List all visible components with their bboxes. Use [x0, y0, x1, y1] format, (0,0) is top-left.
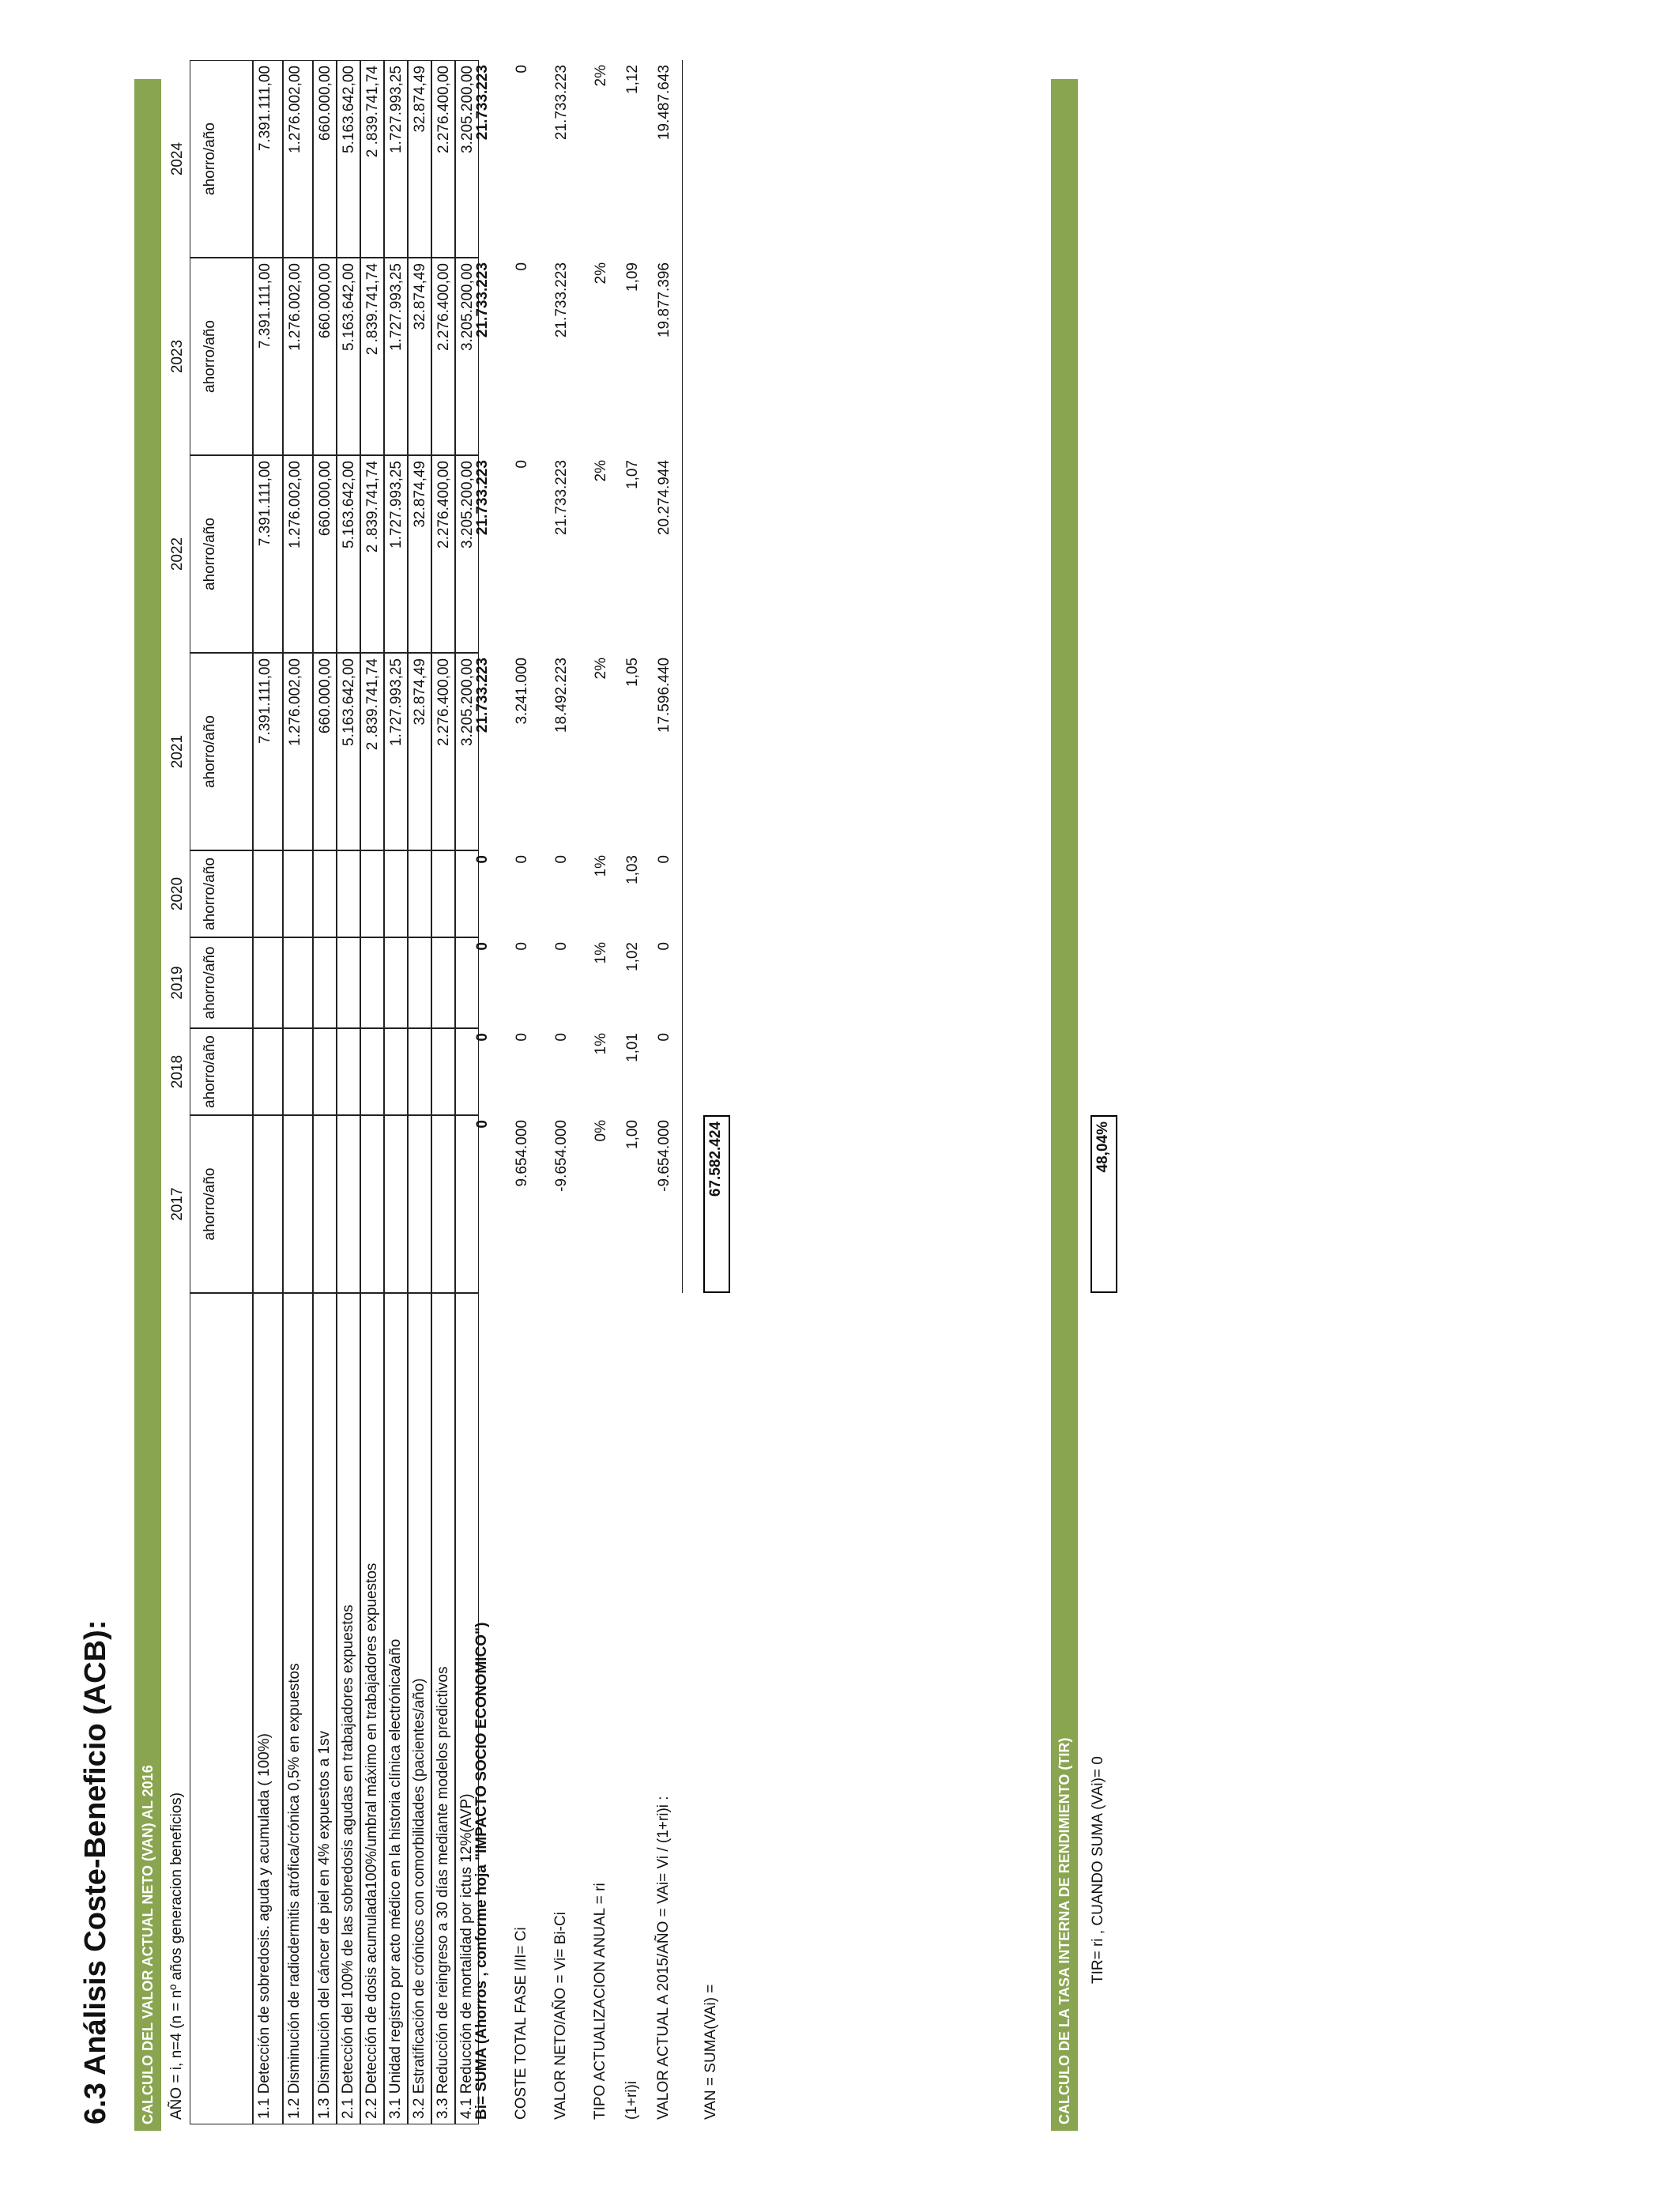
benefit-value-cell: 1.727.993,25: [384, 60, 408, 258]
calc-value-cell: 21.733.223: [474, 658, 491, 733]
year-header: 2024: [169, 141, 186, 176]
tir-value: 48,04%: [1090, 1115, 1117, 1293]
benefit-value-cell: [431, 1028, 455, 1115]
calc-row-label: (1+ri)i: [623, 2080, 640, 2120]
unit-label-cell: ahorro/año: [190, 455, 253, 653]
benefit-value-cell: 7.391.111,00: [253, 60, 283, 258]
benefit-value-cell: [431, 1115, 455, 1293]
benefit-row-label: 2.2 Detección de dosis acumulada100%/umbral máximo en trabajadores expuestos: [360, 1293, 384, 2124]
benefit-value-cell: 2 .839.741,74: [360, 258, 384, 455]
benefit-value-cell: [384, 1028, 408, 1115]
calc-value-cell: 1,05: [624, 658, 641, 687]
calc-value-cell: 21.733.223: [474, 460, 491, 536]
calc-row-label: VALOR NETO/AÑO = Vi= Bi-Ci: [552, 1912, 569, 2120]
benefit-value-cell: 32.874,49: [408, 258, 431, 455]
year-header: 2019: [169, 966, 186, 1000]
benefit-value-cell: 660.000,00: [313, 60, 337, 258]
benefit-value-cell: 2 .839.741,74: [360, 653, 384, 850]
year-header: 2020: [169, 876, 186, 911]
benefit-value-cell: 7.391.111,00: [253, 258, 283, 455]
benefit-value-cell: [283, 1115, 313, 1293]
tir-section-band: [1051, 79, 1078, 2131]
benefit-value-cell: [313, 1028, 337, 1115]
benefit-value-cell: 660.000,00: [313, 653, 337, 850]
calc-value-cell: 0: [474, 1120, 491, 1129]
unit-label-cell: ahorro/año: [190, 850, 253, 937]
benefit-row-label: 3.3 Reducción de reingreso a 30 días mediante modelos predictivos: [431, 1293, 455, 2124]
benefit-value-cell: [408, 937, 431, 1028]
unit-label-cell: ahorro/año: [190, 60, 253, 258]
benefit-row-label: 4.1 Reducción de mortalidad por ictus 12%(AVP): [455, 1293, 479, 2124]
benefit-value-cell: [253, 1115, 283, 1293]
benefit-value-cell: 1.727.993,25: [384, 653, 408, 850]
calc-value-cell: 1%: [593, 942, 609, 964]
calc-value-cell: 18.492.223: [553, 658, 570, 733]
benefit-value-cell: [384, 850, 408, 937]
benefit-value-cell: [408, 1028, 431, 1115]
benefit-value-cell: [360, 850, 384, 937]
benefit-value-cell: 2 .839.741,74: [360, 455, 384, 653]
benefit-value-cell: [384, 1115, 408, 1293]
benefit-row-label: 1.1 Detección de sobredosis. aguda y acumulada ( 100%): [253, 1293, 283, 2124]
calc-value-cell: 3.241.000: [514, 658, 530, 725]
calc-value-cell: 2%: [593, 658, 609, 680]
benefit-value-cell: [283, 850, 313, 937]
benefit-value-cell: [360, 1028, 384, 1115]
benefit-value-cell: 1.727.993,25: [384, 455, 408, 653]
benefit-value-cell: [337, 850, 360, 937]
benefit-value-cell: 3.205.200,00: [455, 60, 479, 258]
van-label: VAN = SUMA(VAi) =: [703, 1984, 719, 2120]
benefit-value-cell: 32.874,49: [408, 60, 431, 258]
benefit-value-cell: 5.163.642,00: [337, 60, 360, 258]
benefit-value-cell: [337, 1028, 360, 1115]
benefit-value-cell: [253, 850, 283, 937]
benefit-value-cell: 1.276.002,00: [283, 60, 313, 258]
calc-value-cell: 0%: [593, 1120, 609, 1142]
benefit-value-cell: 1.727.993,25: [384, 258, 408, 455]
benefit-value-cell: [408, 850, 431, 937]
calc-value-cell: 21.733.223: [474, 65, 491, 141]
benefit-row-label: 2.1 Detección del 100% de las sobredosis agudas en trabajadores expuestos: [337, 1293, 360, 2124]
calc-row-label: VALOR ACTUAL A 2015/AÑO = VAi= Vi / (1+ri)i :: [655, 1796, 672, 2120]
benefit-value-cell: 5.163.642,00: [337, 258, 360, 455]
calc-value-cell: 0: [514, 942, 530, 951]
calc-value-cell: 0: [514, 855, 530, 864]
tir-label: TIR= ri , CUANDO SUMA (VAi)= 0: [1090, 1756, 1106, 1984]
year-header: 2022: [169, 537, 186, 571]
benefit-row-label: 1.3 Disminución del cáncer de piel en 4% expuestos a 1sv: [313, 1293, 337, 2124]
benefit-value-cell: 2.276.400,00: [431, 653, 455, 850]
year-header: 2018: [169, 1054, 186, 1089]
unit-label-cell: ahorro/año: [190, 653, 253, 850]
calc-value-cell: 1,12: [624, 65, 641, 94]
unit-label-cell: ahorro/año: [190, 1115, 253, 1293]
calc-value-cell: 20.274.944: [656, 455, 683, 653]
benefit-value-cell: 32.874,49: [408, 653, 431, 850]
benefit-value-cell: 2.276.400,00: [431, 455, 455, 653]
benefit-value-cell: 3.205.200,00: [455, 455, 479, 653]
benefit-value-cell: 3.205.200,00: [455, 653, 479, 850]
calc-value-cell: 9.654.000: [514, 1120, 530, 1187]
benefit-value-cell: 1.276.002,00: [283, 258, 313, 455]
calc-value-cell: 21.733.223: [553, 460, 570, 536]
year-header: 2021: [169, 734, 186, 769]
calc-value-cell: 19.877.396: [656, 258, 683, 455]
benefit-value-cell: 660.000,00: [313, 258, 337, 455]
benefit-value-cell: 1.276.002,00: [283, 653, 313, 850]
benefit-value-cell: 5.163.642,00: [337, 653, 360, 850]
year-header: 2023: [169, 339, 186, 374]
benefit-value-cell: 660.000,00: [313, 455, 337, 653]
calc-value-cell: 1,02: [624, 942, 641, 971]
benefit-value-cell: [313, 1115, 337, 1293]
calc-value-cell: 17.596.440: [656, 653, 683, 850]
calc-value-cell: 2%: [593, 65, 609, 87]
years-row-label: AÑO = i, n=4 (n = nº años generacion beneficios): [168, 1792, 185, 2120]
van-section-band: [134, 79, 161, 2131]
calc-value-cell: 1%: [593, 1033, 609, 1055]
calc-value-cell: 0: [656, 1028, 683, 1115]
benefit-value-cell: [431, 937, 455, 1028]
tir-section-header: CALCULO DE LA TASA INTERNA DE RENDIMIENTO (TIR): [1057, 1737, 1072, 2124]
calc-value-cell: 0: [514, 1033, 530, 1042]
benefit-value-cell: 32.874,49: [408, 455, 431, 653]
calc-value-cell: 1,09: [624, 262, 641, 292]
calc-value-cell: 1,07: [624, 460, 641, 489]
benefit-value-cell: [313, 850, 337, 937]
calc-value-cell: 1,03: [624, 855, 641, 884]
unit-label-cell: ahorro/año: [190, 937, 253, 1028]
benefit-value-cell: [283, 937, 313, 1028]
benefit-value-cell: [360, 937, 384, 1028]
benefit-value-cell: [408, 1115, 431, 1293]
year-header: 2017: [169, 1187, 186, 1221]
calc-value-cell: 0: [474, 855, 491, 864]
calc-value-cell: 1%: [593, 855, 609, 877]
benefit-value-cell: 2.276.400,00: [431, 60, 455, 258]
calc-value-cell: 21.733.223: [474, 262, 491, 338]
benefit-value-cell: [360, 1115, 384, 1293]
calc-value-cell: 2%: [593, 460, 609, 482]
benefit-value-cell: [313, 937, 337, 1028]
benefit-value-cell: [384, 937, 408, 1028]
benefit-value-cell: 7.391.111,00: [253, 653, 283, 850]
benefit-value-cell: 7.391.111,00: [253, 455, 283, 653]
calc-value-cell: 19.487.643: [656, 60, 683, 258]
unit-label-cell: ahorro/año: [190, 258, 253, 455]
document-title: 6.3 Análisis Coste-Beneficio (ACB):: [79, 1619, 112, 2124]
calc-value-cell: 0: [553, 942, 570, 951]
calc-value-cell: 2%: [593, 262, 609, 285]
benefit-value-cell: [337, 1115, 360, 1293]
calc-value-cell: 0: [474, 942, 491, 951]
calc-value-cell: 21.733.223: [553, 65, 570, 141]
benefit-row-label: 3.2 Estratificación de crónicos con comorbilidades (pacientes/año): [408, 1293, 431, 2124]
calc-value-cell: -9.654.000: [553, 1120, 570, 1192]
benefit-row-label: 1.2 Disminución de radiodermitis atrófica/crónica 0,5% en expuestos: [283, 1293, 313, 2124]
calc-row-label: Bi= SUMA (Ahorros , conforme hoja "IMPACTO SOCIO ECONOMICO"): [473, 1622, 490, 2120]
calc-value-cell: 1,01: [624, 1033, 641, 1062]
van-value: 67.582.424: [703, 1115, 730, 1293]
calc-value-cell: 0: [514, 262, 530, 271]
benefit-row-label: 3.1 Unidad registro por acto médico en la historia clínica electrónica/año: [384, 1293, 408, 2124]
calc-value-cell: 0: [553, 855, 570, 864]
calc-value-cell: 0: [514, 460, 530, 469]
benefit-value-cell: 2.276.400,00: [431, 258, 455, 455]
calc-row-label: TIPO ACTUALIZACION ANUAL = ri: [592, 1883, 608, 2120]
benefit-value-cell: [283, 1028, 313, 1115]
calc-value-cell: 1,00: [624, 1120, 641, 1149]
benefit-value-cell: 1.276.002,00: [283, 455, 313, 653]
calc-row-label: COSTE TOTAL FASE I/II= Ci: [513, 1927, 529, 2120]
benefit-value-cell: 2 .839.741,74: [360, 60, 384, 258]
benefit-value-cell: [253, 937, 283, 1028]
calc-value-cell: 0: [553, 1033, 570, 1042]
unit-row-label-cell: [190, 1293, 253, 2124]
unit-label-cell: ahorro/año: [190, 1028, 253, 1115]
benefit-value-cell: 5.163.642,00: [337, 455, 360, 653]
calc-value-cell: -9.654.000: [656, 1115, 683, 1293]
calc-value-cell: 0: [474, 1033, 491, 1042]
benefit-value-cell: [431, 850, 455, 937]
calc-value-cell: 0: [656, 937, 683, 1028]
calc-value-cell: 0: [514, 65, 530, 74]
calc-value-cell: 0: [656, 850, 683, 937]
benefit-value-cell: [253, 1028, 283, 1115]
benefit-value-cell: 3.205.200,00: [455, 258, 479, 455]
benefit-value-cell: [337, 937, 360, 1028]
van-section-header: CALCULO DEL VALOR ACTUAL NETO (VAN) AL 2016: [140, 1765, 156, 2124]
calc-value-cell: 21.733.223: [553, 262, 570, 338]
